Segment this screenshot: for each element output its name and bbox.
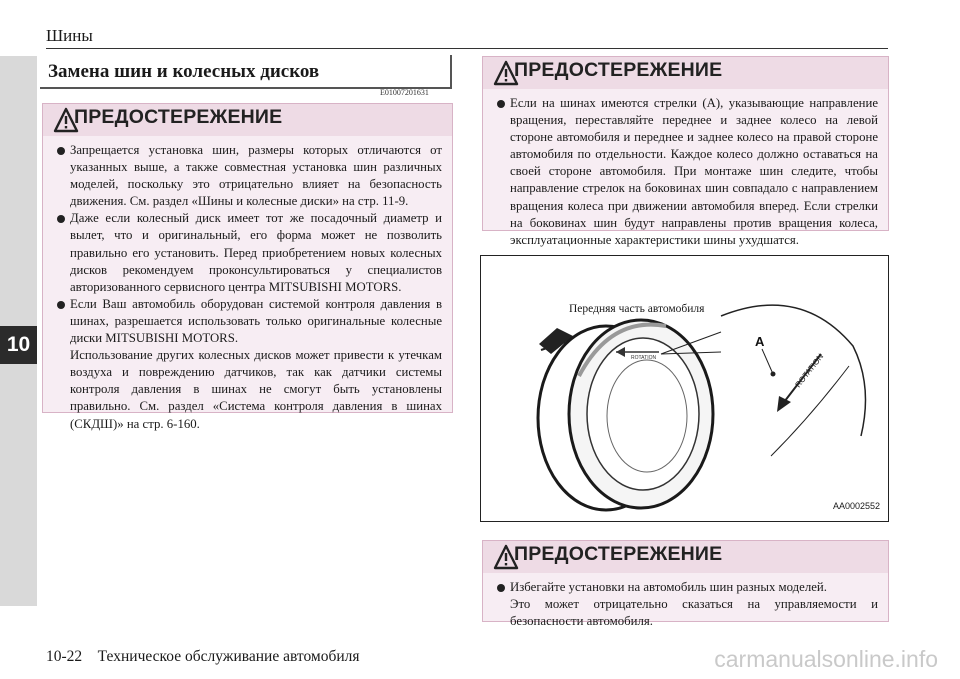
footer-title: Техническое обслуживание автомобиля (97, 648, 360, 665)
callout-a: A (755, 334, 765, 349)
front-of-vehicle-label: Передняя часть автомобиля (569, 303, 705, 315)
section-code: E01007201631 (380, 88, 429, 97)
warning-item: Избегайте установки на автомобиль шин разных моделей. (495, 579, 878, 596)
warning-body (495, 579, 878, 630)
warning-item: Даже если колесный диск имеет тот же посадочный диаметр и вылет, что и оригинальный, его форма может не позволить правильно его установить. Перед приобретением новых колесных дисков рекомендуем проконсультироваться у специалистов авторизованного сервисного центра MITSUBISHI MOTORS. (55, 210, 442, 295)
warning-header (43, 104, 452, 136)
figure-code: AA0002552 (832, 501, 880, 511)
warning-box-1 (42, 103, 453, 431)
page-footer (46, 648, 360, 666)
warning-label: ПРЕДОСТЕРЕЖЕНИЕ (514, 543, 723, 565)
tire-illustration (481, 256, 887, 520)
warning-label: ПРЕДОСТЕРЕЖЕНИЕ (74, 106, 283, 128)
warning-body (55, 142, 442, 433)
chapter-tab[interactable]: 10 (0, 326, 37, 364)
section-title: Замена шин и колесных дисков (48, 61, 320, 82)
warning-header (483, 57, 888, 89)
page-number: 10-22 (46, 648, 83, 665)
warning-body (495, 95, 878, 249)
tire-rotation-figure (480, 255, 889, 522)
warning-item: Запрещается установка шин, размеры которых отличаются от указанных выше, а также совместная установка шин различных моделей, поскольку это отрицательно влияет на безопасность движения. См. раздел «Шины и колесные диски» на стр. 11-9. (55, 142, 442, 210)
warning-item: Если Ваш автомобиль оборудован системой контроля давления в шинах, разрешается использовать только оригинальные колесные диски MITSUBISHI MOTORS. (55, 296, 442, 347)
warning-header (483, 541, 888, 573)
warning-label: ПРЕДОСТЕРЕЖЕНИЕ (514, 59, 723, 81)
svg-text:ROTATION: ROTATION (793, 352, 826, 390)
svg-text:ROTATION: ROTATION (631, 355, 657, 361)
page-header-title: Шины (46, 26, 93, 45)
watermark: carmanualsonline.info (714, 646, 938, 672)
warning-item-continuation: Использование других колесных дисков может привести к утечкам воздуха и повреждению датчиков, так как датчики системы контроля давления в шинах не смогут быть установлены правильно. См. раздел «Система контроля давления в шинах (СКДШ)» на стр. 6-160. (70, 348, 442, 431)
warning-item-continuation: Это может отрицательно сказаться на управляемости и безопасности автомобиля. (510, 597, 878, 629)
warning-item: Если на шинах имеются стрелки (A), указывающие направление вращения, переставляйте переднее и заднее колесо на левой стороне автомобиля и переднее и заднее колесо на правой стороне автомобиля по отдельности. Каждое колесо должно оставаться на своей стороне автомобиля. При монтаже шин следите, чтобы направление стрелок на боковинах шин совпадало с направлением вращения колеса при движении автомобиля вперед. Если стрелки на боковинах шин будут направлены против вращения колеса, эксплуатационные характеристики шины ухудшатся. (495, 95, 878, 249)
warning-box-2 (482, 56, 889, 247)
header-divider (46, 48, 888, 49)
warning-box-3 (482, 540, 889, 629)
